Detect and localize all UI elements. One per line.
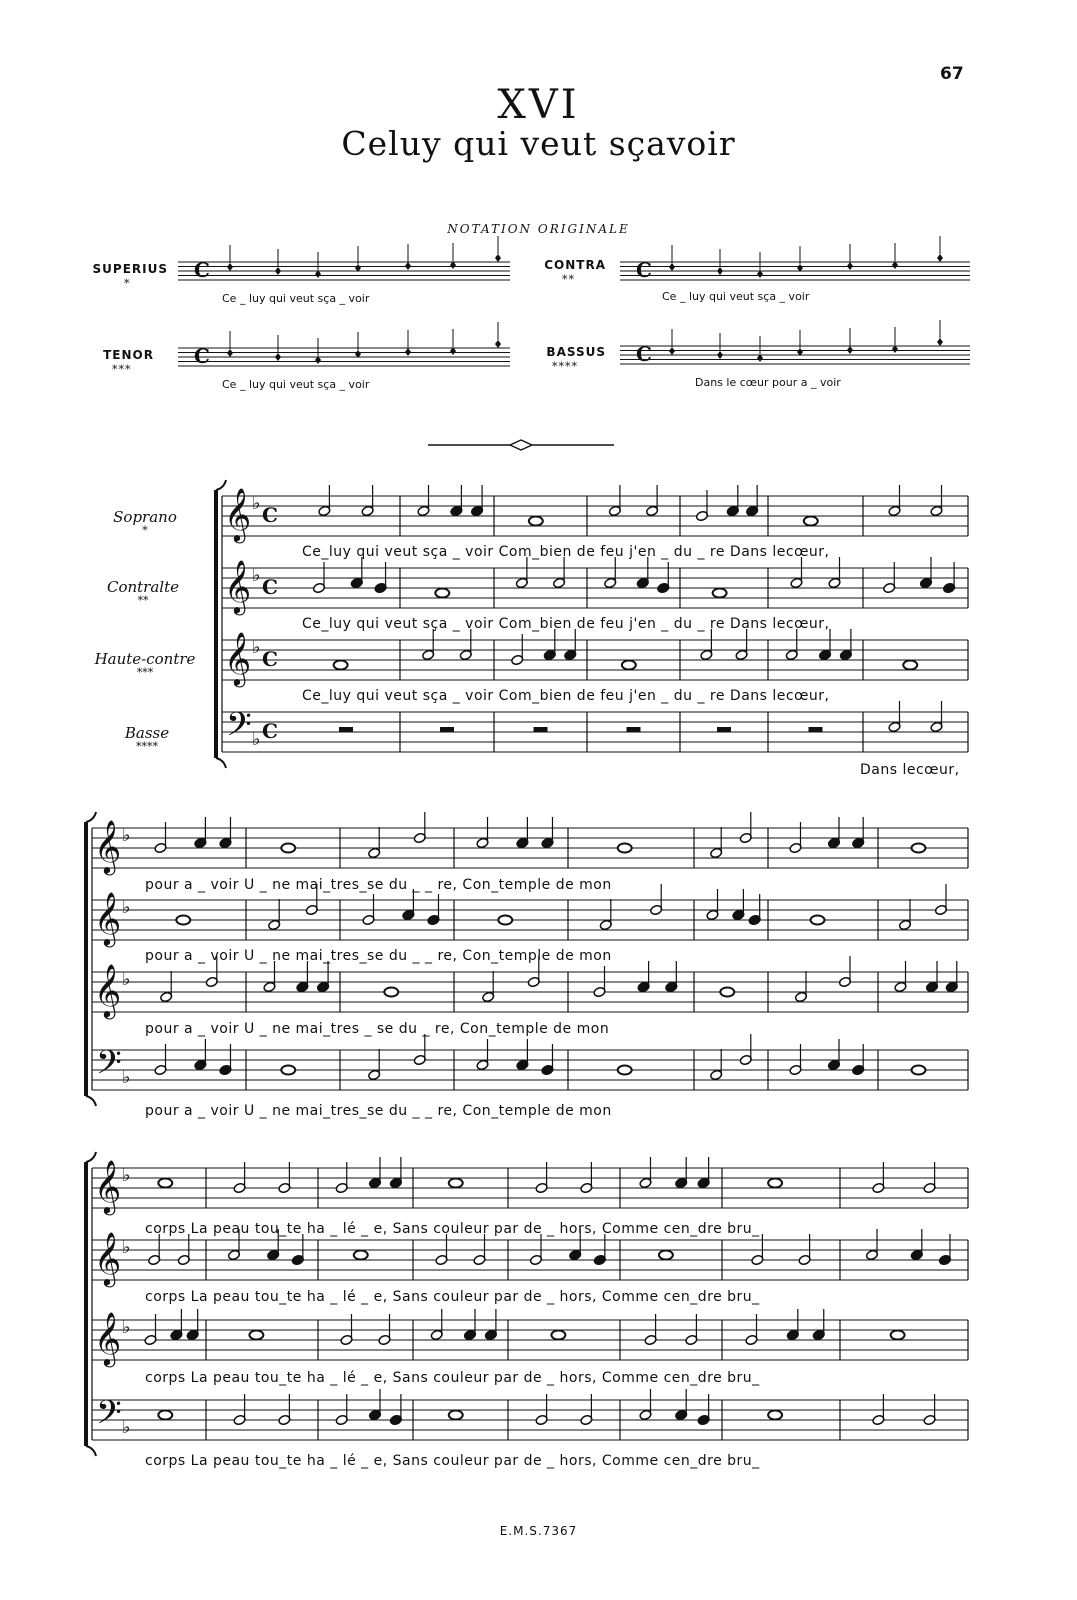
system-1-whole-note (498, 916, 512, 925)
system-2-whole-note (768, 1411, 782, 1420)
system-2-key-flat-0: ♭ (122, 1165, 131, 1186)
page-number: 67 (940, 64, 964, 84)
system-0-rest (809, 727, 823, 732)
system-2-treble-clef-0: 𝄞 (94, 1159, 122, 1213)
voice-name-haute-contre: Haute-contre (94, 650, 196, 668)
system-1-whole-note (618, 1066, 632, 1075)
incipit-note (405, 348, 411, 356)
system-0-whole-note (804, 517, 818, 526)
system-1-bass-clef: 𝄢 (96, 1044, 122, 1090)
incipit-label-superius: SUPERIUS (92, 262, 168, 276)
incipit-label-contra: CONTRA (544, 258, 606, 272)
system-0-key-flat-2: ♭ (252, 637, 261, 658)
system-0-time-0: C (262, 503, 278, 527)
system-1-treble-clef-2: 𝄞 (94, 963, 122, 1017)
system-0-whole-note (713, 589, 727, 598)
system-0-key-flat-0: ♭ (252, 493, 261, 514)
system-0-rest (534, 727, 548, 732)
system-2-key-flat-1: ♭ (122, 1237, 131, 1258)
incipit-note (495, 340, 501, 348)
system-0-rest (440, 727, 454, 732)
system-2-key-flat-3: ♭ (122, 1417, 131, 1438)
incipit-note (405, 262, 411, 270)
system-0-whole-note (529, 517, 543, 526)
lyrics-s3-haute-contre: corps La peau tou_te ha _ lé _ e, Sans couleur par de _ hors, Comme cen_dre bru_ (145, 1370, 760, 1386)
system-0-time-3: C (262, 719, 278, 743)
incipit-note (275, 267, 281, 275)
system-1-key-flat-3: ♭ (122, 1067, 131, 1088)
incipit-note (275, 353, 281, 361)
lyrics-s1-haute-contre: Ce_luy qui veut sça _ voir Com_bien de feu j'en _ du _ re Dans lecœur, (302, 688, 830, 704)
system-2-whole-note (768, 1179, 782, 1188)
incipit-lyrics-contra: Ce _ luy qui veut sça _ voir (662, 290, 810, 303)
lyrics-s2-haute-contre: pour a _ voir U _ ne mai_tres _ se du _ re, Con_temple de mon (145, 1021, 610, 1037)
incipit-mensuration-2: C (194, 344, 210, 368)
voice-name-basse: Basse (124, 724, 170, 742)
system-1-whole-note (176, 916, 190, 925)
system-2-whole-note (449, 1179, 463, 1188)
system-0-treble-clef-0: 𝄞 (224, 487, 252, 541)
system-0-rest (339, 727, 353, 732)
incipit-label-bassus: BASSUS (546, 345, 606, 359)
incipit-lyrics-superius: Ce _ luy qui veut sça _ voir (222, 292, 370, 305)
incipit-lyrics-bassus: Dans le cœur pour a _ voir (695, 376, 841, 389)
voice-name-soprano: Soprano (113, 508, 177, 526)
voice-stars-soprano: * (142, 524, 148, 537)
system-2-whole-note (891, 1331, 905, 1340)
system-0-whole-note (334, 661, 348, 670)
incipit-note (717, 267, 723, 275)
system-0-whole-note (622, 661, 636, 670)
lyrics-s1-contralte: Ce_luy qui veut sça _ voir Com_bien de feu j'en _ du _ re Dans lecœur, (302, 616, 830, 632)
voice-stars-contralte: ** (137, 594, 149, 607)
incipit-mensuration-1: C (636, 258, 652, 282)
system-1-whole-note (912, 1066, 926, 1075)
system-0-treble-clef-2: 𝄞 (224, 631, 252, 685)
lyrics-s3-contralte: corps La peau tou_te ha _ lé _ e, Sans couleur par de _ hors, Comme cen_dre bru_ (145, 1289, 760, 1305)
system-0-whole-note (435, 589, 449, 598)
system-2-whole-note (158, 1179, 172, 1188)
system-2-key-flat-2: ♭ (122, 1317, 131, 1338)
incipit-note (669, 263, 675, 271)
incipit-note (227, 349, 233, 357)
lyrics-s2-soprano: pour a _ voir U _ ne mai_tres_se du _ _ re, Con_temple de mon (145, 877, 612, 893)
divider-diamond (510, 440, 532, 450)
incipit-mensuration-0: C (194, 258, 210, 282)
system-0-bass-clef: 𝄢 (226, 706, 252, 752)
lyrics-s2-basse: pour a _ voir U _ ne mai_tres_se du _ _ re, Con_temple de mon (145, 1103, 612, 1119)
system-1-key-flat-2: ♭ (122, 969, 131, 990)
system-1-whole-note (811, 916, 825, 925)
system-0-time-2: C (262, 647, 278, 671)
lyrics-s3-soprano: corps La peau tou_te ha _ lé _ e, Sans couleur par de _ hors, Comme cen_dre bru_ (145, 1221, 760, 1237)
system-2-whole-note (551, 1331, 565, 1340)
incipit-note (847, 346, 853, 354)
incipit-note (717, 351, 723, 359)
voice-stars-haute-contre: *** (136, 666, 154, 679)
incipit-lyrics-tenor: Ce _ luy qui veut sça _ voir (222, 378, 370, 391)
system-2-whole-note (158, 1411, 172, 1420)
voice-name-contralte: Contralte (106, 578, 179, 596)
incipit-note (847, 262, 853, 270)
system-1-whole-note (384, 988, 398, 997)
system-2-treble-clef-1: 𝄞 (94, 1231, 122, 1285)
system-2-whole-note (354, 1251, 368, 1260)
incipit-note (495, 254, 501, 262)
system-1-key-flat-1: ♭ (122, 897, 131, 918)
incipit-stars-bassus: **** (552, 360, 578, 373)
system-0-rest (627, 727, 641, 732)
system-1-treble-clef-0: 𝄞 (94, 819, 122, 873)
incipit-stars-contra: ** (562, 273, 575, 286)
system-2-treble-clef-2: 𝄞 (94, 1311, 122, 1365)
incipit-note (227, 263, 233, 271)
incipit-label-tenor: TENOR (103, 348, 154, 362)
system-0-bracket-bottom (216, 758, 226, 768)
lyrics-s1-soprano: Ce_luy qui veut sça _ voir Com_bien de feu j'en _ du _ re Dans lecœur, (302, 544, 830, 560)
system-2-whole-note (449, 1411, 463, 1420)
lyrics-s3-basse: corps La peau tou_te ha _ lé _ e, Sans couleur par de _ hors, Comme cen_dre bru_ (145, 1453, 760, 1469)
notation-heading: NOTATION ORIGINALE (447, 222, 630, 236)
lyrics-s2-contralte: pour a _ voir U _ ne mai_tres_se du _ _ re, Con_temple de mon (145, 948, 612, 964)
system-1-whole-note (912, 844, 926, 853)
publisher-code: E.M.S.7367 (499, 1524, 578, 1538)
lyrics-s1-basse: Dans lecœur, (860, 762, 960, 778)
system-0-key-flat-1: ♭ (252, 565, 261, 586)
system-1-whole-note (618, 844, 632, 853)
system-2-bass-clef: 𝄢 (96, 1394, 122, 1440)
incipit-mensuration-3: C (636, 342, 652, 366)
system-1-whole-note (720, 988, 734, 997)
incipit-note (937, 254, 943, 262)
system-1-treble-clef-1: 𝄞 (94, 891, 122, 945)
system-2-bracket-bottom (86, 1446, 96, 1456)
system-0-whole-note (903, 661, 917, 670)
incipit-stars-superius: * (124, 277, 131, 290)
incipit-stars-tenor: *** (112, 363, 132, 376)
system-0-treble-clef-1: 𝄞 (224, 559, 252, 613)
piece-title: Celuy qui veut sçavoir (341, 124, 736, 163)
system-0-key-flat-3: ♭ (252, 729, 261, 750)
piece-number: XVI (497, 82, 580, 128)
incipit-note (669, 347, 675, 355)
system-2-whole-note (249, 1331, 263, 1340)
system-1-whole-note (281, 1066, 295, 1075)
incipit-note (937, 338, 943, 346)
system-0-rest (717, 727, 731, 732)
system-0-time-1: C (262, 575, 278, 599)
system-1-bracket-bottom (86, 1096, 96, 1106)
system-2-whole-note (659, 1251, 673, 1260)
system-1-key-flat-0: ♭ (122, 825, 131, 846)
system-1-whole-note (281, 844, 295, 853)
voice-stars-basse: **** (136, 740, 158, 753)
